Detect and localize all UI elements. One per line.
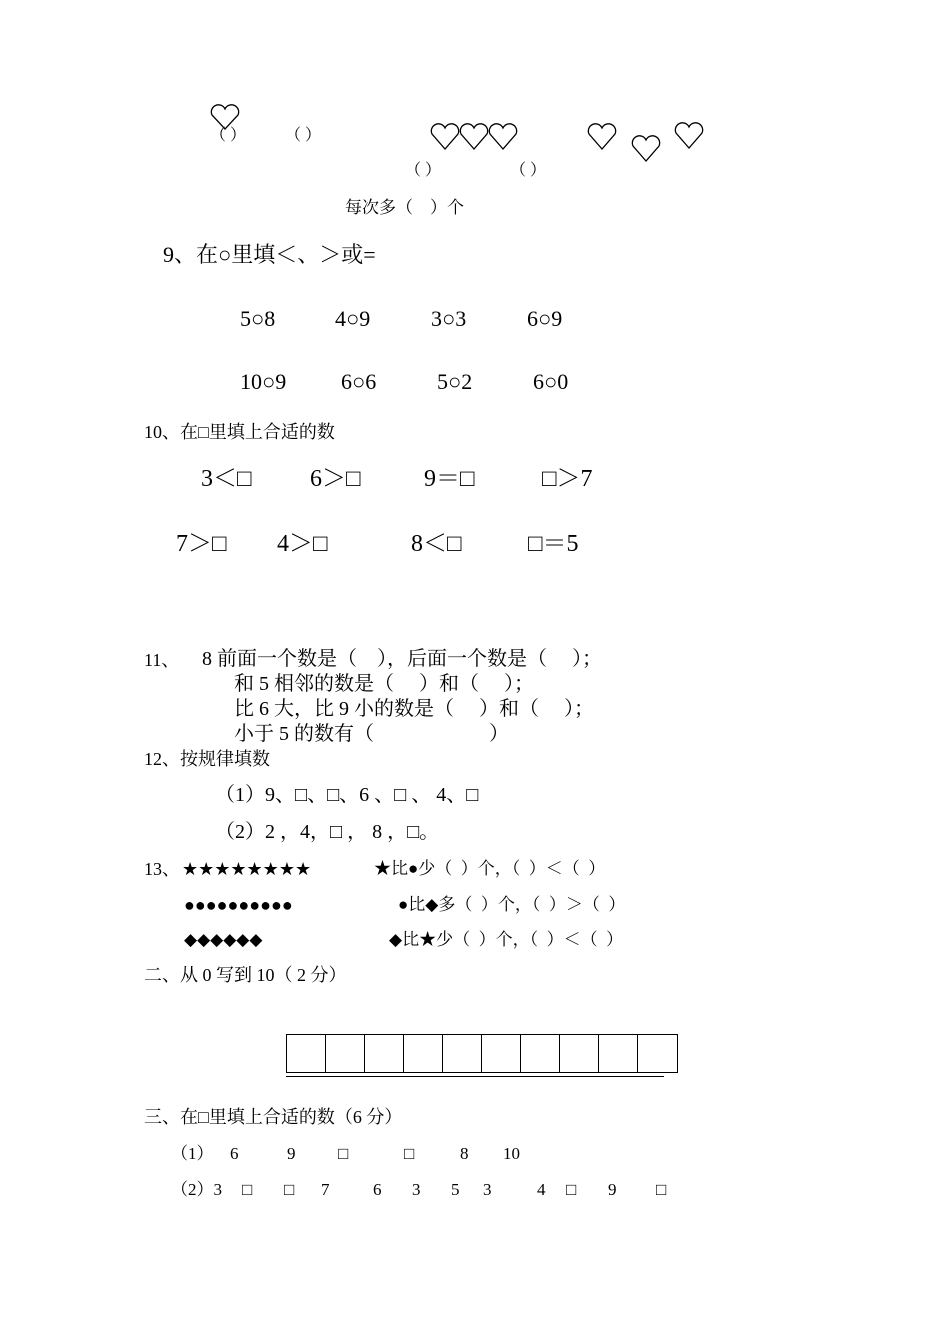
part3-item: 4 [537, 1180, 546, 1199]
part3-item: □ [656, 1180, 667, 1199]
heart-icon [458, 122, 490, 150]
part3-item: （1） [171, 1144, 214, 1163]
part3-item: （2）3 [171, 1180, 222, 1199]
q11-line: 比 6 大，比 9 小的数是（ ）和（ ）； [234, 698, 594, 720]
part3-item: 3 [483, 1180, 492, 1199]
q10-title: 10、在□里填上合适的数 [144, 422, 335, 442]
fill-box-item: 3＜□ [201, 466, 252, 492]
grid-cell[interactable] [404, 1035, 443, 1072]
grid-cell[interactable] [365, 1035, 404, 1072]
grid-cell[interactable] [638, 1035, 677, 1072]
q11-line: 和 5 相邻的数是（ ）和（ ）； [234, 673, 534, 695]
part3-title: 三、在□里填上合适的数（6 分） [144, 1107, 403, 1127]
part3-item: □ [242, 1180, 253, 1199]
part3-item: 10 [503, 1144, 520, 1163]
grid-cell[interactable] [326, 1035, 365, 1072]
part3-item: □ [566, 1180, 577, 1199]
part3-item: 7 [321, 1180, 330, 1199]
each-more-text: 每次多（ ）个 [345, 198, 464, 217]
fill-box-item: 9＝□ [424, 466, 475, 492]
q12-line: （1）9、□、□、6 、□ 、 4、□ [215, 784, 479, 806]
part3-item: 9 [287, 1144, 296, 1163]
grid-cell[interactable] [521, 1035, 560, 1072]
paren-blank: （ ） [285, 127, 322, 144]
grid-cell[interactable] [443, 1035, 482, 1072]
writing-grid[interactable] [286, 1034, 678, 1073]
heart-icon [487, 122, 519, 150]
q13-diamond-question: ◆比★少（ ）个，（ ）＜（ ） [389, 930, 624, 949]
q12-title: 12、按规律填数 [144, 749, 270, 769]
part3-item: 5 [451, 1180, 460, 1199]
compare-item: 6○9 [527, 306, 563, 331]
part3-item: 9 [608, 1180, 617, 1199]
paren-blank: （ ） [210, 127, 247, 144]
grid-underline [286, 1076, 664, 1077]
part3-item: 6 [373, 1180, 382, 1199]
heart-icon [429, 122, 461, 150]
part3-item: □ [404, 1144, 415, 1163]
grid-cell[interactable] [287, 1035, 326, 1072]
heart-icon [673, 121, 705, 149]
fill-box-item: 6＞□ [310, 466, 361, 492]
compare-item: 6○0 [533, 369, 569, 394]
q11-number: 11、 [144, 650, 180, 670]
heart-icon [586, 122, 618, 150]
part3-item: 3 [412, 1180, 421, 1199]
grid-cell[interactable] [560, 1035, 599, 1072]
diamonds-row: ◆◆◆◆◆◆ [184, 930, 263, 949]
q9-title: 9、在○里填＜、＞或= [163, 242, 376, 267]
fill-box-item: □＝5 [528, 531, 579, 557]
compare-item: 10○9 [240, 369, 287, 394]
heart-icon [630, 134, 662, 162]
q11-line: 小于 5 的数有（ ） [234, 723, 509, 745]
compare-item: 6○6 [341, 369, 377, 394]
q13-prefix: 13、 [144, 859, 180, 879]
stars-row: ★★★★★★★★ [182, 859, 312, 879]
fill-box-item: 4＞□ [277, 531, 328, 557]
grid-cell[interactable] [599, 1035, 638, 1072]
compare-item: 3○3 [431, 306, 467, 331]
q13-star-question: ★比●少（ ）个，（ ）＜（ ） [374, 859, 606, 878]
part3-item: 6 [230, 1144, 239, 1163]
part3-item: □ [338, 1144, 349, 1163]
part3-item: □ [284, 1180, 295, 1199]
q12-line: （2）2 ，4，□ ， 8 ，□。 [215, 821, 440, 843]
circles-row: ●●●●●●●●●● [184, 895, 293, 915]
fill-box-item: 8＜□ [411, 531, 462, 557]
compare-item: 5○8 [240, 306, 276, 331]
fill-box-item: 7＞□ [176, 531, 227, 557]
paren-blank: （ ） [510, 162, 547, 179]
part3-item: 8 [460, 1144, 469, 1163]
grid-cell[interactable] [482, 1035, 521, 1072]
compare-item: 5○2 [437, 369, 473, 394]
q13-circle-question: ●比◆多（ ）个，（ ）＞（ ） [398, 895, 626, 914]
compare-item: 4○9 [335, 306, 371, 331]
fill-box-item: □＞7 [542, 466, 593, 492]
part2-title: 二、从 0 写到 10（ 2 分） [144, 965, 347, 985]
q11-line: 8 前面一个数是（ ），后面一个数是（ ）； [202, 648, 602, 670]
paren-blank: （ ） [405, 162, 442, 179]
